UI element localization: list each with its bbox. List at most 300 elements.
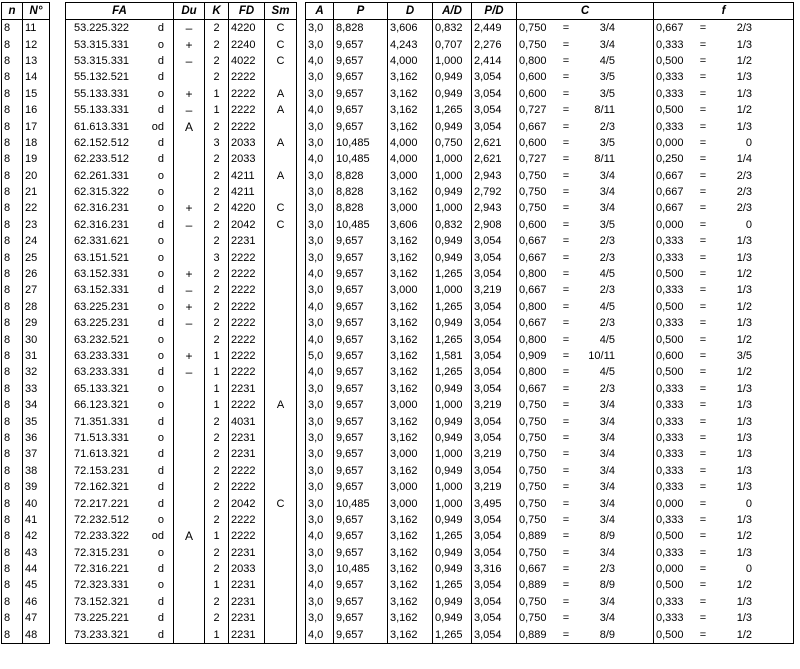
equals-sign: = xyxy=(699,448,707,461)
cell-fa xyxy=(66,626,174,643)
table-row xyxy=(66,53,297,69)
c-fraction: 3/4 xyxy=(599,497,615,510)
cell-f xyxy=(654,381,794,397)
cell-sm xyxy=(265,118,297,134)
cell-n: 8 xyxy=(2,430,23,446)
fa-value: 73.152.321 xyxy=(74,595,130,608)
fa-parity: o xyxy=(157,333,164,346)
cell-du xyxy=(174,610,205,626)
cell-sm xyxy=(265,69,297,85)
fa-parity: o xyxy=(157,399,164,412)
cell-p: 9,657 xyxy=(334,299,388,315)
cell-number: 43 xyxy=(23,545,50,561)
cell-pd: 2,276 xyxy=(472,36,517,52)
f-fraction: 1/3 xyxy=(736,87,752,100)
cell-pd: 3,054 xyxy=(472,577,517,593)
table-row xyxy=(306,266,794,282)
fa-value: 62.261.331 xyxy=(74,169,130,182)
fa-parity: d xyxy=(157,497,164,510)
cell-a: 3,0 xyxy=(306,36,334,52)
cell-ad: 0,949 xyxy=(433,118,472,134)
cell-c xyxy=(517,528,654,544)
c-value: 0,800 xyxy=(519,268,547,281)
fa-value: 63.233.331 xyxy=(74,350,130,362)
equals-sign: = xyxy=(699,284,707,297)
cell-n: 8 xyxy=(2,86,23,102)
cell-fa xyxy=(66,217,174,233)
fa-value: 71.513.331 xyxy=(74,431,130,444)
cell-k: 2 xyxy=(205,151,229,167)
f-fraction: 1/3 xyxy=(736,464,752,477)
table-row xyxy=(2,69,50,85)
cell-number: 16 xyxy=(23,102,50,118)
equals-sign: = xyxy=(699,54,707,67)
cell-d: 3,162 xyxy=(388,626,433,643)
f-fraction: 0 xyxy=(745,136,752,149)
cell-k: 2 xyxy=(205,36,229,52)
cell-fa xyxy=(66,397,174,413)
header-f: f xyxy=(654,3,794,20)
cell-p: 9,657 xyxy=(334,479,388,495)
cell-d: 3,162 xyxy=(388,561,433,577)
cell-n: 8 xyxy=(2,20,23,37)
cell-ad: 0,949 xyxy=(433,381,472,397)
cell-number: 35 xyxy=(23,413,50,429)
cell-p: 9,657 xyxy=(334,249,388,265)
cell-c xyxy=(517,577,654,593)
fa-parity: o xyxy=(157,431,164,444)
cell-a: 3,0 xyxy=(306,200,334,216)
cell-du: A xyxy=(174,118,205,134)
table-row xyxy=(306,86,794,102)
equals-sign: = xyxy=(699,71,707,84)
table-row xyxy=(306,430,794,446)
equals-sign: = xyxy=(699,399,707,412)
cell-du xyxy=(174,151,205,167)
f-value: 0,000 xyxy=(656,136,684,149)
c-fraction: 4/5 xyxy=(599,366,615,379)
cell-sm: A xyxy=(265,135,297,151)
cell-ad: 0,949 xyxy=(433,610,472,626)
table-row xyxy=(2,20,50,37)
cell-fd: 2222 xyxy=(229,348,265,364)
cell-c xyxy=(517,348,654,364)
cell-number: 18 xyxy=(23,135,50,151)
equals-sign: = xyxy=(562,563,570,576)
cell-a: 3,0 xyxy=(306,69,334,85)
cell-a: 4,0 xyxy=(306,53,334,69)
cell-fd: 2042 xyxy=(229,217,265,233)
cell-a: 3,0 xyxy=(306,545,334,561)
fa-value: 63.225.231 xyxy=(74,317,130,330)
table-row xyxy=(2,331,50,347)
cell-ad: 1,581 xyxy=(433,348,472,364)
cell-du: + xyxy=(174,299,205,315)
cell-pd: 3,054 xyxy=(472,626,517,643)
table-row xyxy=(306,512,794,528)
cell-c xyxy=(517,184,654,200)
c-value: 0,600 xyxy=(519,218,547,231)
cell-c xyxy=(517,36,654,52)
cell-a: 5,0 xyxy=(306,348,334,364)
cell-c xyxy=(517,168,654,184)
cell-number: 30 xyxy=(23,331,50,347)
c-fraction: 3/4 xyxy=(599,202,615,215)
cell-du xyxy=(174,69,205,85)
cell-number: 31 xyxy=(23,348,50,364)
cell-p: 9,657 xyxy=(334,102,388,118)
cell-a: 3,0 xyxy=(306,20,334,37)
cell-fa xyxy=(66,266,174,282)
c-fraction: 3/4 xyxy=(599,448,615,461)
f-fraction: 1/3 xyxy=(736,382,752,395)
equals-sign: = xyxy=(699,169,707,182)
header-k: K xyxy=(205,3,229,20)
cell-f xyxy=(654,545,794,561)
f-value: 0,500 xyxy=(656,300,684,313)
cell-du xyxy=(174,397,205,413)
fa-value: 53.225.322 xyxy=(74,22,130,35)
cell-sm xyxy=(265,282,297,298)
cell-f xyxy=(654,53,794,69)
cell-f xyxy=(654,495,794,511)
cell-ad: 0,949 xyxy=(433,594,472,610)
cell-number: 42 xyxy=(23,528,50,544)
fa-value: 72.232.512 xyxy=(74,513,130,526)
cell-ad: 0,949 xyxy=(433,315,472,331)
table-row xyxy=(66,577,297,593)
cell-n: 8 xyxy=(2,348,23,364)
cell-sm xyxy=(265,348,297,364)
equals-sign: = xyxy=(699,104,707,117)
c-value: 0,750 xyxy=(519,399,547,412)
equals-sign: = xyxy=(699,38,707,51)
cell-d: 3,000 xyxy=(388,200,433,216)
equals-sign: = xyxy=(562,251,570,264)
cell-f xyxy=(654,36,794,52)
cell-fd: 4031 xyxy=(229,413,265,429)
cell-pd: 3,054 xyxy=(472,463,517,479)
cell-f xyxy=(654,184,794,200)
fa-value: 55.132.521 xyxy=(74,71,130,84)
equals-sign: = xyxy=(562,87,570,100)
f-value: 0,333 xyxy=(656,431,684,444)
cell-d: 3,000 xyxy=(388,282,433,298)
cell-p: 9,657 xyxy=(334,545,388,561)
equals-sign: = xyxy=(699,382,707,395)
cell-c xyxy=(517,430,654,446)
cell-c xyxy=(517,331,654,347)
cell-du: – xyxy=(174,364,205,380)
equals-sign: = xyxy=(699,202,707,215)
f-value: 0,000 xyxy=(656,218,684,231)
f-value: 0,250 xyxy=(656,153,684,166)
c-fraction: 4/5 xyxy=(599,333,615,346)
cell-k: 2 xyxy=(205,184,229,200)
cell-du: – xyxy=(174,217,205,233)
table-row xyxy=(66,331,297,347)
f-value: 0,333 xyxy=(656,38,684,51)
c-fraction: 2/3 xyxy=(599,563,615,576)
cell-fa xyxy=(66,102,174,118)
table-row xyxy=(66,184,297,200)
c-value: 0,750 xyxy=(519,431,547,444)
table-row xyxy=(66,86,297,102)
cell-p: 9,657 xyxy=(334,315,388,331)
cell-p: 10,485 xyxy=(334,135,388,151)
cell-f xyxy=(654,348,794,364)
cell-ad: 0,949 xyxy=(433,233,472,249)
cell-a: 3,0 xyxy=(306,463,334,479)
table-row xyxy=(306,397,794,413)
cell-p: 9,657 xyxy=(334,626,388,643)
equals-sign: = xyxy=(699,350,707,362)
table-row xyxy=(306,463,794,479)
table-row xyxy=(2,299,50,315)
equals-sign: = xyxy=(562,464,570,477)
equals-sign: = xyxy=(699,563,707,576)
cell-sm xyxy=(265,610,297,626)
cell-number: 37 xyxy=(23,446,50,462)
table-row xyxy=(2,282,50,298)
cell-number: 28 xyxy=(23,299,50,315)
table-row xyxy=(306,282,794,298)
table-row xyxy=(2,266,50,282)
f-fraction: 1/3 xyxy=(736,595,752,608)
cell-d: 3,162 xyxy=(388,86,433,102)
f-fraction: 1/3 xyxy=(736,448,752,461)
cell-d: 3,162 xyxy=(388,577,433,593)
cell-f xyxy=(654,364,794,380)
cell-a: 4,0 xyxy=(306,299,334,315)
header-fd: FD xyxy=(229,3,265,20)
cell-n: 8 xyxy=(2,299,23,315)
cell-fa xyxy=(66,594,174,610)
fa-parity: d xyxy=(157,104,164,117)
table-row xyxy=(66,364,297,380)
cell-f xyxy=(654,200,794,216)
equals-sign: = xyxy=(699,366,707,379)
cell-fd: 2033 xyxy=(229,135,265,151)
fa-parity: d xyxy=(157,284,164,297)
cell-a: 4,0 xyxy=(306,626,334,643)
cell-sm: A xyxy=(265,168,297,184)
cell-fd: 2231 xyxy=(229,381,265,397)
cell-fd: 4211 xyxy=(229,184,265,200)
cell-p: 8,828 xyxy=(334,168,388,184)
cell-n: 8 xyxy=(2,168,23,184)
f-fraction: 1/2 xyxy=(736,628,752,641)
f-value: 0,333 xyxy=(656,595,684,608)
cell-du xyxy=(174,184,205,200)
cell-ad: 0,949 xyxy=(433,463,472,479)
equals-sign: = xyxy=(562,513,570,526)
cell-number: 39 xyxy=(23,479,50,495)
cell-ad: 0,949 xyxy=(433,545,472,561)
fa-parity: o xyxy=(157,268,164,281)
fa-value: 72.233.322 xyxy=(74,530,130,543)
c-fraction: 3/4 xyxy=(599,546,615,559)
cell-fa xyxy=(66,151,174,167)
cell-n: 8 xyxy=(2,135,23,151)
fa-value: 61.613.331 xyxy=(74,120,130,133)
table-row xyxy=(2,348,50,364)
cell-p: 10,485 xyxy=(334,217,388,233)
cell-sm xyxy=(265,446,297,462)
cell-fd: 2222 xyxy=(229,479,265,495)
table-row xyxy=(306,348,794,364)
cell-number: 38 xyxy=(23,463,50,479)
cell-du: – xyxy=(174,102,205,118)
cell-pd: 3,054 xyxy=(472,266,517,282)
cell-k: 2 xyxy=(205,299,229,315)
cell-sm xyxy=(265,233,297,249)
header-sm: Sm xyxy=(265,3,297,20)
table-row xyxy=(306,577,794,593)
cell-pd: 3,219 xyxy=(472,446,517,462)
cell-fd: 2231 xyxy=(229,545,265,561)
table-row xyxy=(306,594,794,610)
c-value: 0,750 xyxy=(519,202,547,215)
cell-du xyxy=(174,626,205,643)
cell-c xyxy=(517,626,654,643)
table-row xyxy=(66,348,297,364)
c-value: 0,750 xyxy=(519,415,547,428)
equals-sign: = xyxy=(562,497,570,510)
cell-d: 3,606 xyxy=(388,20,433,37)
f-value: 0,333 xyxy=(656,284,684,297)
cell-c xyxy=(517,561,654,577)
equals-sign: = xyxy=(699,513,707,526)
f-fraction: 1/3 xyxy=(736,481,752,494)
cell-pd: 3,054 xyxy=(472,233,517,249)
cell-n: 8 xyxy=(2,249,23,265)
cell-number: 26 xyxy=(23,266,50,282)
cell-f xyxy=(654,69,794,85)
c-fraction: 3/4 xyxy=(599,415,615,428)
cell-fd: 2222 xyxy=(229,266,265,282)
f-fraction: 1/3 xyxy=(736,71,752,84)
cell-k: 1 xyxy=(205,364,229,380)
cell-ad: 1,000 xyxy=(433,151,472,167)
cell-ad: 0,832 xyxy=(433,217,472,233)
equals-sign: = xyxy=(562,546,570,559)
cell-du xyxy=(174,135,205,151)
table-row xyxy=(66,233,297,249)
cell-c xyxy=(517,446,654,462)
cell-fa xyxy=(66,233,174,249)
cell-fa xyxy=(66,446,174,462)
cell-f xyxy=(654,266,794,282)
f-value: 0,500 xyxy=(656,268,684,281)
f-fraction: 1/2 xyxy=(736,579,752,592)
cell-k: 2 xyxy=(205,610,229,626)
f-value: 0,333 xyxy=(656,251,684,264)
fa-value: 72.316.221 xyxy=(74,563,130,576)
cell-a: 3,0 xyxy=(306,118,334,134)
cell-n: 8 xyxy=(2,266,23,282)
cell-k: 1 xyxy=(205,348,229,364)
f-value: 0,333 xyxy=(656,546,684,559)
cell-p: 9,657 xyxy=(334,233,388,249)
c-fraction: 2/3 xyxy=(599,382,615,395)
cell-fa xyxy=(66,168,174,184)
table-row xyxy=(2,479,50,495)
cell-fa xyxy=(66,249,174,265)
table-row xyxy=(66,217,297,233)
f-value: 0,667 xyxy=(656,22,684,35)
cell-k: 2 xyxy=(205,200,229,216)
cell-pd: 3,054 xyxy=(472,348,517,364)
cell-number: 44 xyxy=(23,561,50,577)
f-value: 0,500 xyxy=(656,530,684,543)
cell-c xyxy=(517,266,654,282)
cell-a: 3,0 xyxy=(306,282,334,298)
cell-k: 2 xyxy=(205,168,229,184)
cell-number: 15 xyxy=(23,86,50,102)
table-row xyxy=(2,397,50,413)
cell-sm: A xyxy=(265,86,297,102)
table-row xyxy=(66,594,297,610)
c-fraction: 3/4 xyxy=(599,481,615,494)
cell-p: 9,657 xyxy=(334,610,388,626)
c-fraction: 3/4 xyxy=(599,169,615,182)
table-row xyxy=(306,36,794,52)
cell-pd: 2,908 xyxy=(472,217,517,233)
fa-parity: d xyxy=(157,448,164,461)
f-value: 0,333 xyxy=(656,71,684,84)
cell-c xyxy=(517,102,654,118)
cell-number: 45 xyxy=(23,577,50,593)
table-row xyxy=(2,610,50,626)
cell-fd: 2222 xyxy=(229,86,265,102)
cell-p: 8,828 xyxy=(334,184,388,200)
f-fraction: 1/3 xyxy=(736,317,752,330)
cell-k: 2 xyxy=(205,594,229,610)
c-value: 0,600 xyxy=(519,87,547,100)
fa-parity: o xyxy=(157,350,164,362)
cell-du: + xyxy=(174,86,205,102)
fa-parity: d xyxy=(157,71,164,84)
equals-sign: = xyxy=(699,251,707,264)
cell-du xyxy=(174,168,205,184)
table-row xyxy=(66,413,297,429)
cell-p: 9,657 xyxy=(334,413,388,429)
table-row xyxy=(2,200,50,216)
equals-sign: = xyxy=(699,120,707,133)
f-value: 0,500 xyxy=(656,366,684,379)
cell-f xyxy=(654,315,794,331)
fa-parity: d xyxy=(157,54,164,67)
cell-fd: 2042 xyxy=(229,495,265,511)
cell-d: 4,000 xyxy=(388,135,433,151)
cell-a: 4,0 xyxy=(306,151,334,167)
table-row xyxy=(306,446,794,462)
c-fraction: 8/9 xyxy=(599,628,615,641)
cell-a: 3,0 xyxy=(306,430,334,446)
table-row xyxy=(66,315,297,331)
fa-parity: o xyxy=(157,546,164,559)
cell-k: 2 xyxy=(205,282,229,298)
cell-a: 3,0 xyxy=(306,217,334,233)
equals-sign: = xyxy=(562,595,570,608)
f-value: 0,500 xyxy=(656,54,684,67)
cell-sm xyxy=(265,626,297,643)
fa-parity: d xyxy=(157,22,164,35)
table-row xyxy=(66,561,297,577)
cell-n: 8 xyxy=(2,331,23,347)
table-row xyxy=(306,168,794,184)
